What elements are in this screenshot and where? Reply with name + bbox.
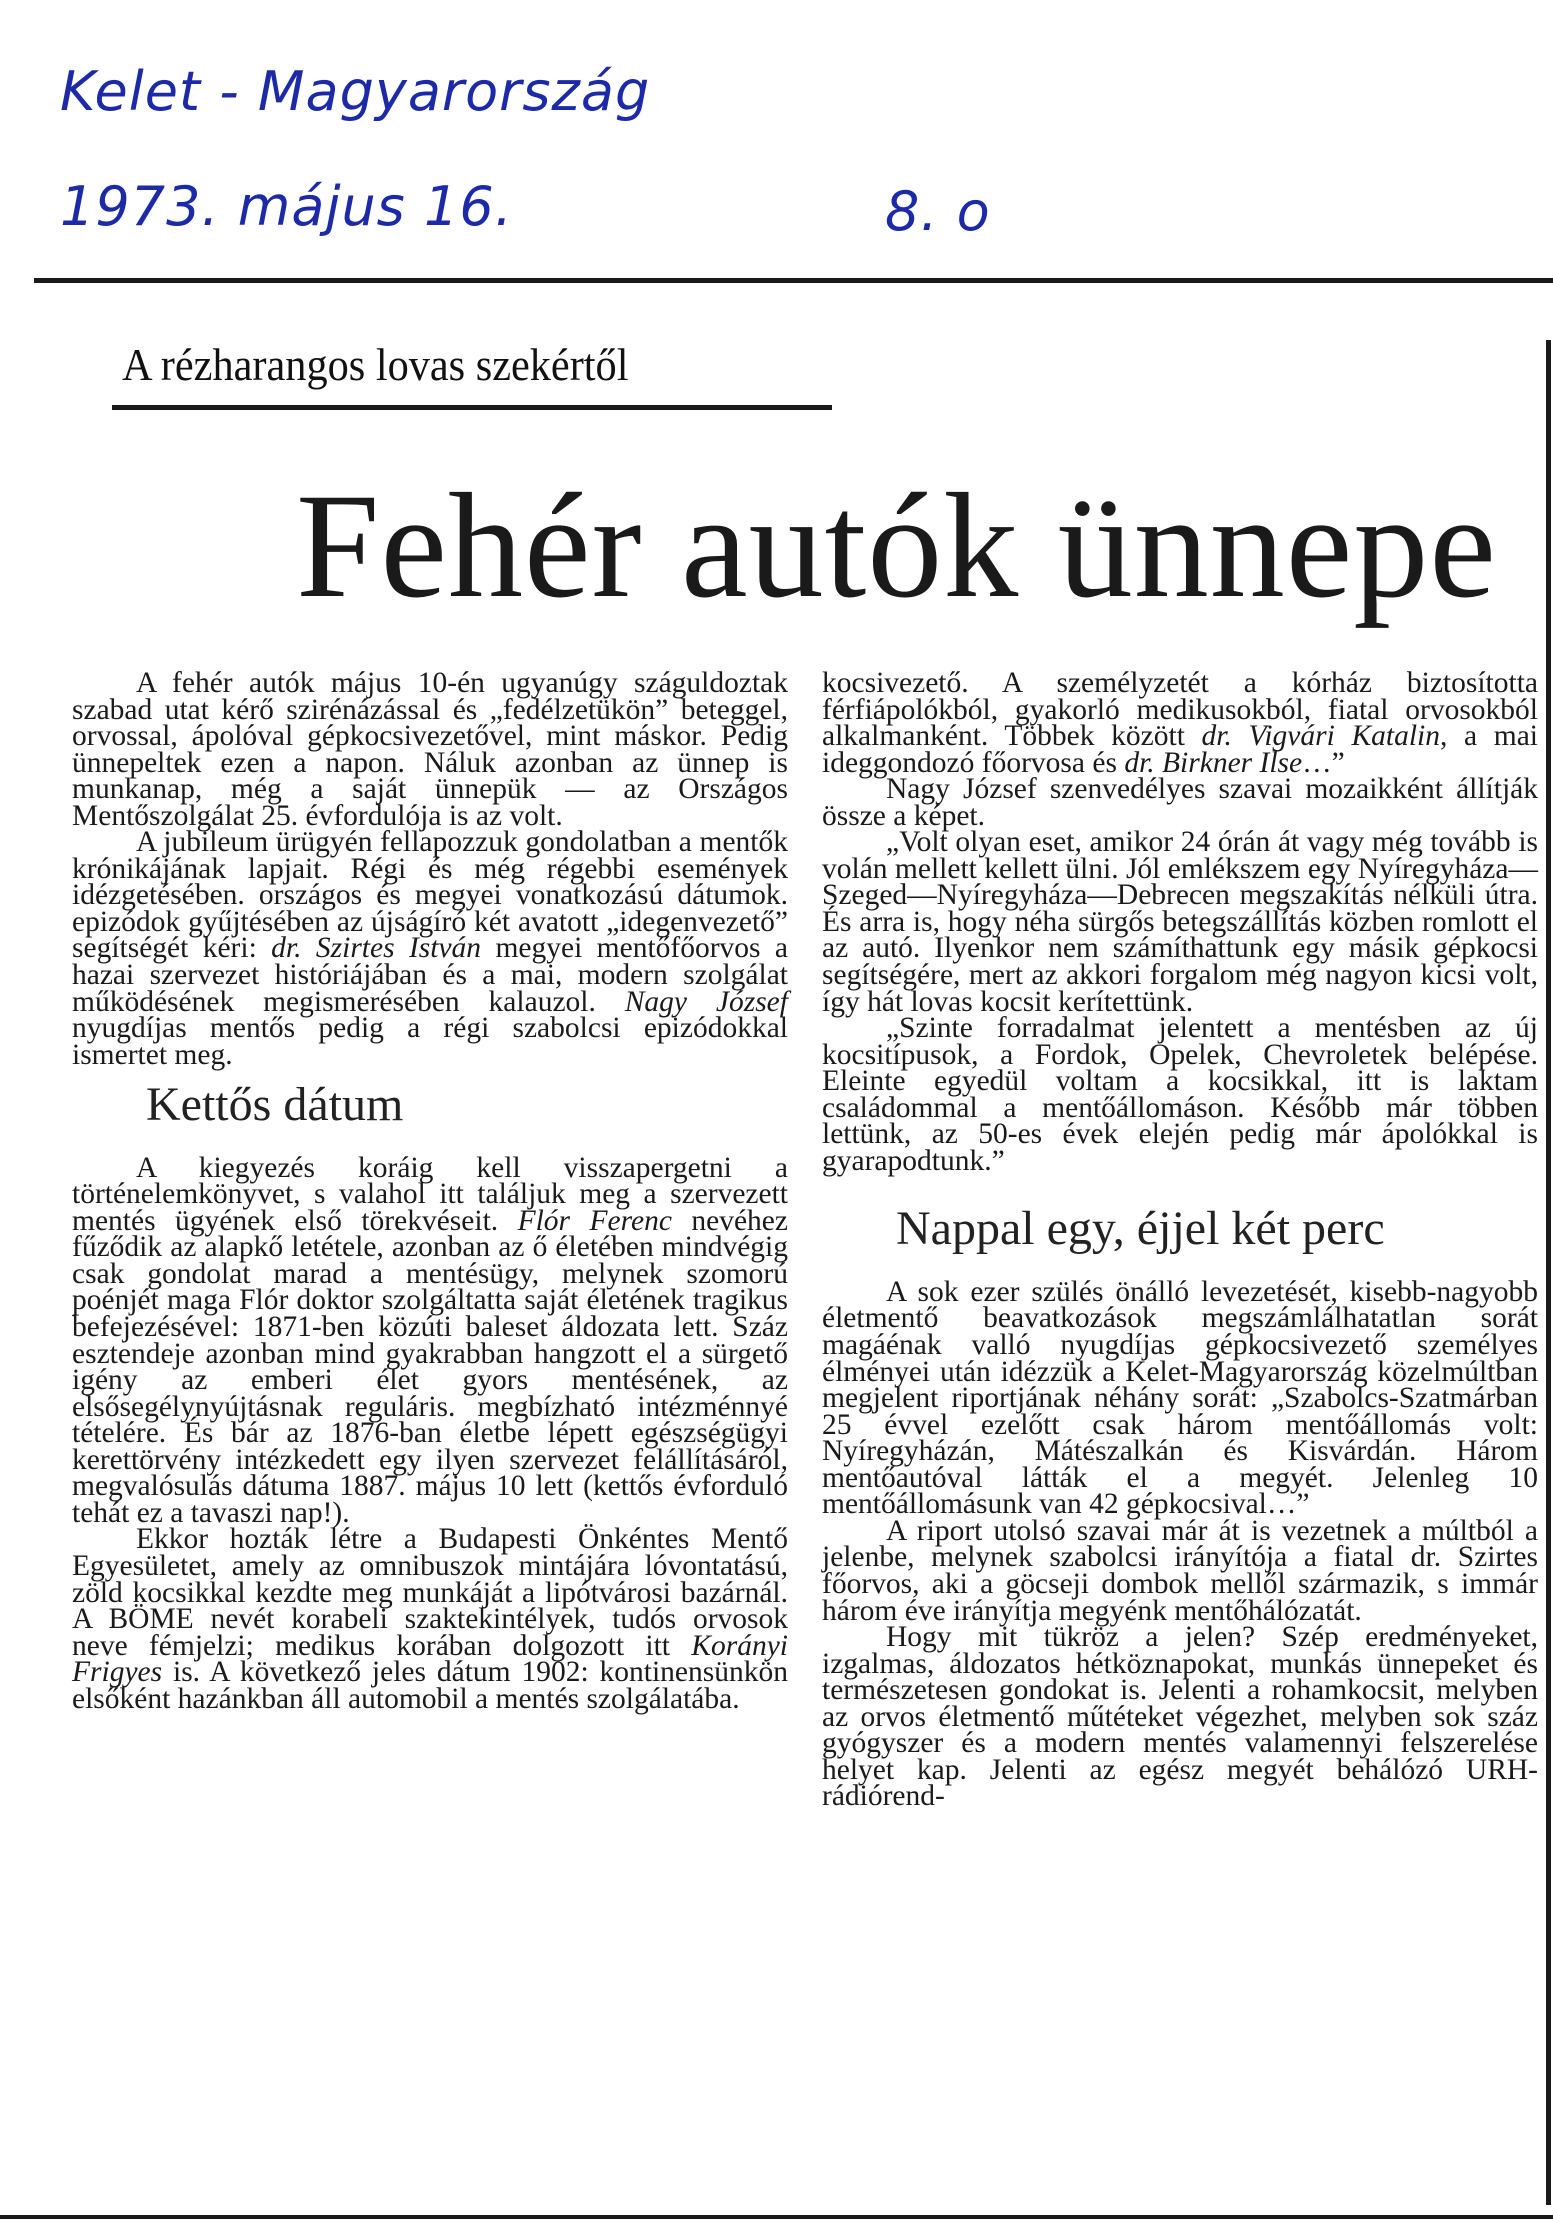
text-run: nevéhez fűződik az alapkő letétele, azonban az ő életében mindvégig csak gondolat marad a mentésügy, melynek szomorú poénjét maga Flór doktor szolgáltatta saját életének tragikus befejezésével: 1871-ben közúti baleset áldozata lett. Száz esztendeje azonban mind gyakrabban hangzott el a sürgető igény az emberi élet gyors mentésének, az elsősegélynyújtásnak reguláris. megbízható intézménnyé tételére. És bár az 1876-ban életbe lépett egészségügyi kerettörvény intézkedett egy ilyen szervezet felállításáról, megvalósulás dátuma 1887. május 10 lett (kettős évforduló tehát ez a tavaszi nap!).: [72, 1204, 788, 1529]
paragraph: A riport utolsó szavai már át is vezetnek a múltból a jelenbe, melynek szabolcsi irányítója a fiatal dr. Szirtes főorvos, aki a göcseji dombok mellől származik, s immár három éve irányítja megyénk mentőhálózatát.: [822, 1514, 1538, 1627]
text-run: , a mai ideggondozó főorvosa és: [822, 720, 1538, 779]
right-column: [822, 667, 1538, 1813]
bottom-divider: [0, 2215, 1553, 2219]
text-run: kocsivezető. A személyzetét a kórház biztosította férfiápolókból, gyakorló medikusokból, fiatal orvosokból alkalmanként. Többek között: [822, 667, 1538, 753]
person-name: dr. Birkner Ilse: [1124, 746, 1303, 779]
text-run: is. A következő jeles dátum 1902: kontinensünkön elsőként hazánkban áll automobil a mentés szolgálatába.: [72, 1656, 788, 1715]
person-name: Korányi Frigyes: [72, 1629, 788, 1689]
article-kicker: A rézharangos lovas szekértől: [122, 339, 629, 390]
paragraph: Nagy József szenvedélyes szavai mozaikként állítják össze a képet.: [822, 773, 1538, 832]
paragraph: [822, 667, 1538, 779]
person-name: Nagy József: [624, 985, 788, 1018]
paragraph: [72, 1151, 788, 1529]
person-name: Flór Ferenc: [517, 1204, 672, 1237]
text-run: Ekkor hozták létre a Budapesti Önkéntes Mentő Egyesületet, amely az omnibuszok mintájára lóvontatású, zöld kocsikkal kezdte meg munkáját a lipótvárosi bazárnál. A BÖME nevét korabeli szaktekintélyek, tudós orvosok neve fémjelzi; medikus korában dolgozott itt: [72, 1523, 788, 1662]
paragraph: [72, 1523, 788, 1715]
kicker-underline: [112, 405, 832, 410]
top-divider: [34, 278, 1553, 283]
article-headline: Fehér autók ünnepe: [296, 463, 1497, 629]
text-run: nyugdíjas mentős pedig a régi szabolcsi epizódokkal ismertet meg.: [72, 1012, 788, 1071]
paragraph: [72, 826, 789, 1071]
text-run: A kiegyezés koráig kell visszapergetni a történelemkönyvet, s valahol itt találjuk meg a szervezett mentés ügyének első törekvéseit.: [72, 1151, 788, 1237]
subheading-nappal-egy: Nappal egy, éjjel két perc: [896, 1202, 1385, 1256]
person-name: dr. Vigvári Katalin: [1201, 720, 1440, 753]
handwritten-date: 1973. május 16.: [60, 175, 513, 238]
person-name: dr. Szirtes István: [271, 932, 482, 965]
paragraph: A sok ezer szülés önálló levezetését, kisebb-nagyobb életmentő beavatkozások megszámlálhatatlan sorát magáénak valló nyugdíjas gépkocsivezető személyes élményei után idézzük a Kelet-Magyarország közelmúltban megjelent riportjának néhány sorát: „Szabolcs-Szatmárban 25 évvel ezelőtt csak három mentőállomás volt: Nyíregyházán, Mátészalkán és Kisvárdán. Három mentőautóval látták el a megyét. Jelenleg 10 mentőállomásunk van 42 gépkocsival…”: [822, 1275, 1538, 1521]
handwritten-page-ref: 8. o: [885, 180, 991, 243]
text-run: megyei mentőfőorvos a hazai szervezet históriájában és a mai, modern szolgálat működésének megismerésében kalauzol.: [72, 932, 789, 1018]
paragraph: „Szinte forradalmat jelentett a mentésben az új kocsitípusok, a Fordok, Opelek, Chevroletek belépése. Eleinte egyedül voltam a kocsikkal, itt is laktam családommal a mentőállomáson. Később már többen lettünk, az 50-es évek elején pedig már ápolókkal is gyarapodtunk.”: [822, 1012, 1538, 1177]
text-run: A jubileum ürügyén fellapozzuk gondolatban a mentők krónikájának lapjait. Régi és még régebbi események idézgetésében. országos és megyei vonatkozású dátumok. epizódok gyűjtésében az újságíró két avatott „idegenvezető” segítségét kéri:: [72, 826, 788, 965]
paragraph: „Volt olyan eset, amikor 24 órán át vagy még tovább is volán mellett kellett ülni. Jól emlékszem egy Nyíregyháza—Szeged—Nyíregyháza—Debrecen megszakítás nélküli útra. És arra is, hogy néha sürgős betegszállítás közben romlott el az autó. Ilyenkor nem számíthattunk egy másik gépkocsi segítségére, mert az akkori forgalom még nagyon kicsi volt, így hát lovas kocsit kerítettünk.: [822, 826, 1538, 1018]
left-column: [72, 667, 789, 1715]
paragraph: A fehér autók május 10-én ugyanúgy száguldoztak szabad utat kérő szirénázással és „fedélzetükön” beteggel, orvossal, ápolóval gépkocsivezetővel, mint máskor. Pedig ünnepeltek ezen a napon. Náluk azonban az ünnep is munkanap, még a saját ünnepük — az Országos Mentőszolgálat 25. évfordulója is az volt.: [72, 667, 788, 832]
paragraph: Hogy mit tükröz a jelen? Szép eredményeket, izgalmas, áldozatos hétköznapokat, munkás ünnepeket és természetesen gondokat is. Jelenti a rohamkocsit, melyben az orvos életmentő műtéteket végezhet, melyben sok száz gyógyszer és a modern mentés valamennyi felszerelése helyet kap. Jelenti az egész megyét behálózó URH-rádiórend-: [822, 1621, 1538, 1813]
text-run: …”: [1302, 746, 1345, 779]
handwritten-source: Kelet - Magyarország: [60, 60, 651, 123]
subheading-kettos-datum: Kettős dátum: [146, 1078, 404, 1132]
right-column-border: [1546, 340, 1551, 2205]
